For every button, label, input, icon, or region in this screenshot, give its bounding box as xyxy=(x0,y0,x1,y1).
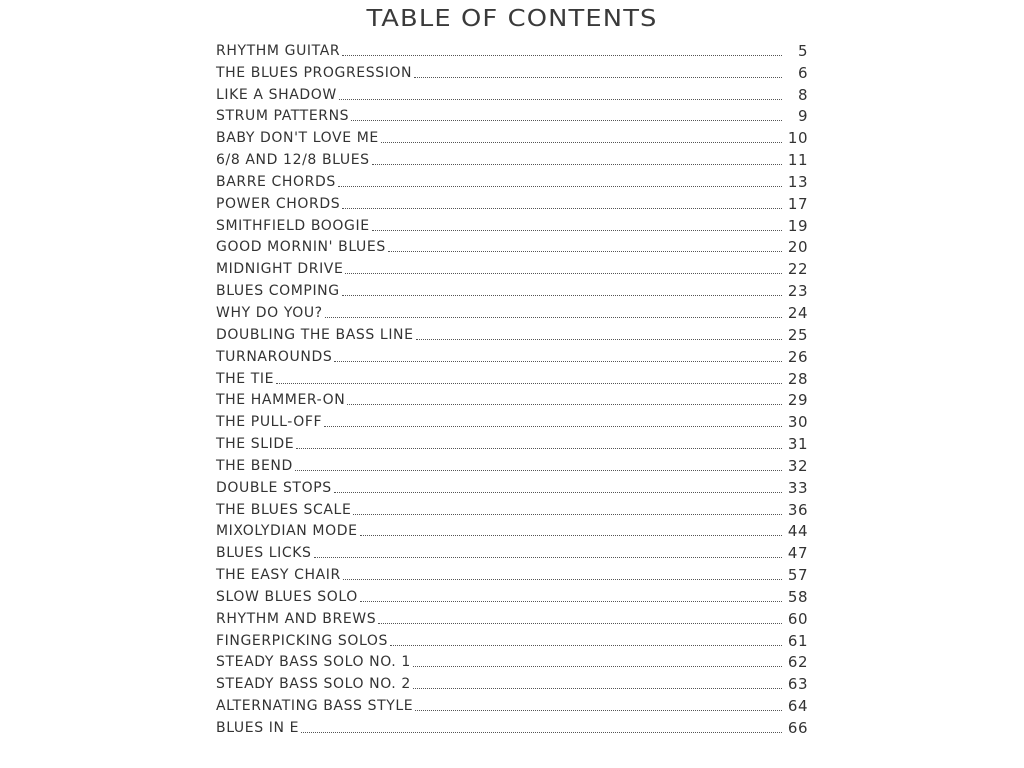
toc-entry-page-number: 20 xyxy=(787,238,808,257)
toc-entry xyxy=(216,409,808,431)
toc-entry xyxy=(216,169,808,191)
toc-entry-title: STEADY BASS SOLO NO. 1 xyxy=(216,654,411,671)
toc-entry xyxy=(216,322,808,344)
page-title: TABLE OF CONTENTS xyxy=(366,6,658,32)
toc-entry-title: BLUES IN E xyxy=(216,720,300,736)
dot-leader xyxy=(314,556,782,558)
toc-entry-title: STEADY BASS SOLO NO. 2 xyxy=(216,676,411,693)
toc-entry-page-number: 31 xyxy=(787,435,808,454)
dot-leader xyxy=(343,578,782,580)
dot-leader xyxy=(416,338,782,340)
toc-entry xyxy=(216,562,808,584)
dot-leader xyxy=(334,360,782,362)
toc-entry-title: BABY DON'T LOVE ME xyxy=(216,130,379,147)
toc-entry-title: SMITHFIELD BOOGIE xyxy=(216,217,370,234)
dot-leader xyxy=(360,600,782,602)
toc-entry xyxy=(216,453,808,475)
dot-leader xyxy=(342,294,782,296)
toc-entry xyxy=(216,388,808,410)
toc-entry xyxy=(216,60,808,82)
toc-entry-title: TURNAROUNDS xyxy=(216,348,333,365)
toc-entry-title: POWER CHORDS xyxy=(216,195,341,212)
dot-leader xyxy=(390,644,782,646)
toc-entry-page-number: 9 xyxy=(797,107,808,126)
toc-entry-page-number: 22 xyxy=(787,260,808,279)
toc-entry-page-number: 6 xyxy=(797,63,808,82)
dot-leader xyxy=(342,207,782,209)
toc-entry-title: MIXOLYDIAN MODE xyxy=(216,523,358,540)
toc-entry-page-number: 64 xyxy=(787,697,808,716)
toc-entry xyxy=(216,82,808,104)
dot-leader xyxy=(342,54,782,56)
toc-entry xyxy=(216,606,808,628)
dot-leader xyxy=(415,709,782,711)
toc-entry-title: MIDNIGHT DRIVE xyxy=(216,261,344,278)
toc-entry-page-number: 28 xyxy=(787,369,808,388)
dot-leader xyxy=(276,382,782,384)
toc-entry-page-number: 44 xyxy=(787,522,808,541)
dot-leader xyxy=(345,272,782,274)
toc-entry-page-number: 66 xyxy=(787,719,808,737)
toc-entry-title: BLUES COMPING xyxy=(216,283,340,300)
toc-entry-page-number: 17 xyxy=(787,194,808,213)
toc-entry-title: THE HAMMER-ON xyxy=(216,392,346,409)
toc-entry-title: BARRE CHORDS xyxy=(216,173,336,190)
toc-entry-page-number: 60 xyxy=(787,609,808,628)
toc-entry-page-number: 58 xyxy=(787,587,808,606)
dot-leader xyxy=(372,229,782,231)
toc-entry xyxy=(216,628,808,650)
toc-entry-title: LIKE A SHADOW xyxy=(216,86,337,103)
toc-list xyxy=(216,38,808,737)
toc-entry xyxy=(216,213,808,235)
toc-entry-page-number: 63 xyxy=(787,675,808,694)
toc-entry xyxy=(216,431,808,453)
toc-entry xyxy=(216,540,808,562)
toc-entry-page-number: 11 xyxy=(787,151,808,170)
toc-entry xyxy=(216,147,808,169)
toc-entry-title: WHY DO YOU? xyxy=(216,304,323,321)
toc-entry-title: THE SLIDE xyxy=(216,436,295,453)
dot-leader xyxy=(413,665,782,667)
toc-entry-page-number: 26 xyxy=(787,347,808,366)
toc-entry-page-number: 32 xyxy=(787,456,808,475)
toc-entry-page-number: 5 xyxy=(797,41,808,60)
toc-entry xyxy=(216,104,808,126)
toc-entry-title: BLUES LICKS xyxy=(216,545,312,562)
toc-entry-title: THE BLUES SCALE xyxy=(216,501,352,518)
toc-entry xyxy=(216,366,808,388)
toc-entry-title: GOOD MORNIN' BLUES xyxy=(216,239,386,256)
toc-entry xyxy=(216,650,808,672)
toc-entry-title: THE PULL-OFF xyxy=(216,414,323,431)
toc-entry xyxy=(216,300,808,322)
toc-entry xyxy=(216,475,808,497)
toc-entry xyxy=(216,235,808,257)
toc-entry-page-number: 30 xyxy=(787,413,808,432)
toc-entry-page-number: 23 xyxy=(787,282,808,301)
toc-entry xyxy=(216,38,808,60)
dot-leader xyxy=(339,98,782,100)
toc-entry xyxy=(216,715,808,737)
dot-leader xyxy=(413,687,782,689)
toc-entry xyxy=(216,693,808,715)
dot-leader xyxy=(351,119,782,121)
toc-entry-page-number: 61 xyxy=(787,631,808,650)
toc-entry-page-number: 13 xyxy=(787,172,808,191)
toc-entry-page-number: 10 xyxy=(787,129,808,148)
toc-entry-page-number: 47 xyxy=(787,544,808,563)
dot-leader xyxy=(381,141,782,143)
toc-entry-title: THE BEND xyxy=(216,457,293,474)
dot-leader xyxy=(338,185,782,187)
toc-entry-title: DOUBLING THE BASS LINE xyxy=(216,326,414,343)
toc-entry-title: THE TIE xyxy=(216,370,275,387)
toc-entry xyxy=(216,191,808,213)
toc-entry xyxy=(216,519,808,541)
toc-entry xyxy=(216,278,808,300)
dot-leader xyxy=(414,76,782,78)
toc-entry-title: THE EASY CHAIR xyxy=(216,567,341,584)
toc-entry xyxy=(216,344,808,366)
toc-entry-title: 6/8 AND 12/8 BLUES xyxy=(216,152,370,169)
dot-leader xyxy=(378,622,782,624)
dot-leader xyxy=(324,425,782,427)
dot-leader xyxy=(334,491,782,493)
dot-leader xyxy=(325,316,782,318)
dot-leader xyxy=(296,447,782,449)
toc-entry xyxy=(216,125,808,147)
toc-entry-page-number: 57 xyxy=(787,566,808,585)
toc-entry xyxy=(216,497,808,519)
dot-leader xyxy=(353,513,782,515)
toc-entry-title: ALTERNATING BASS STYLE xyxy=(216,698,414,715)
toc-entry-title: THE BLUES PROGRESSION xyxy=(216,64,413,81)
toc-entry-title: FINGERPICKING SOLOS xyxy=(216,632,389,649)
toc-entry-page-number: 33 xyxy=(787,478,808,497)
toc-entry-title: STRUM PATTERNS xyxy=(216,108,350,125)
toc-entry-page-number: 62 xyxy=(787,653,808,672)
toc-entry-page-number: 19 xyxy=(787,216,808,235)
toc-entry-page-number: 25 xyxy=(787,325,808,344)
toc-entry-page-number: 24 xyxy=(787,303,808,322)
toc-entry-title: DOUBLE STOPS xyxy=(216,479,332,496)
toc-entry-title: RHYTHM GUITAR xyxy=(216,42,341,59)
dot-leader xyxy=(372,163,782,165)
dot-leader xyxy=(360,534,782,536)
dot-leader xyxy=(347,403,782,405)
toc-entry xyxy=(216,584,808,606)
toc-entry-title: RHYTHM AND BREWS xyxy=(216,610,377,627)
dot-leader xyxy=(301,731,782,733)
toc-entry-title: SLOW BLUES SOLO xyxy=(216,588,358,605)
toc-entry xyxy=(216,256,808,278)
dot-leader xyxy=(295,469,782,471)
toc-entry-page-number: 36 xyxy=(787,500,808,519)
dot-leader xyxy=(388,250,782,252)
toc-entry xyxy=(216,671,808,693)
toc-entry-page-number: 8 xyxy=(797,85,808,104)
toc-entry-page-number: 29 xyxy=(787,391,808,410)
